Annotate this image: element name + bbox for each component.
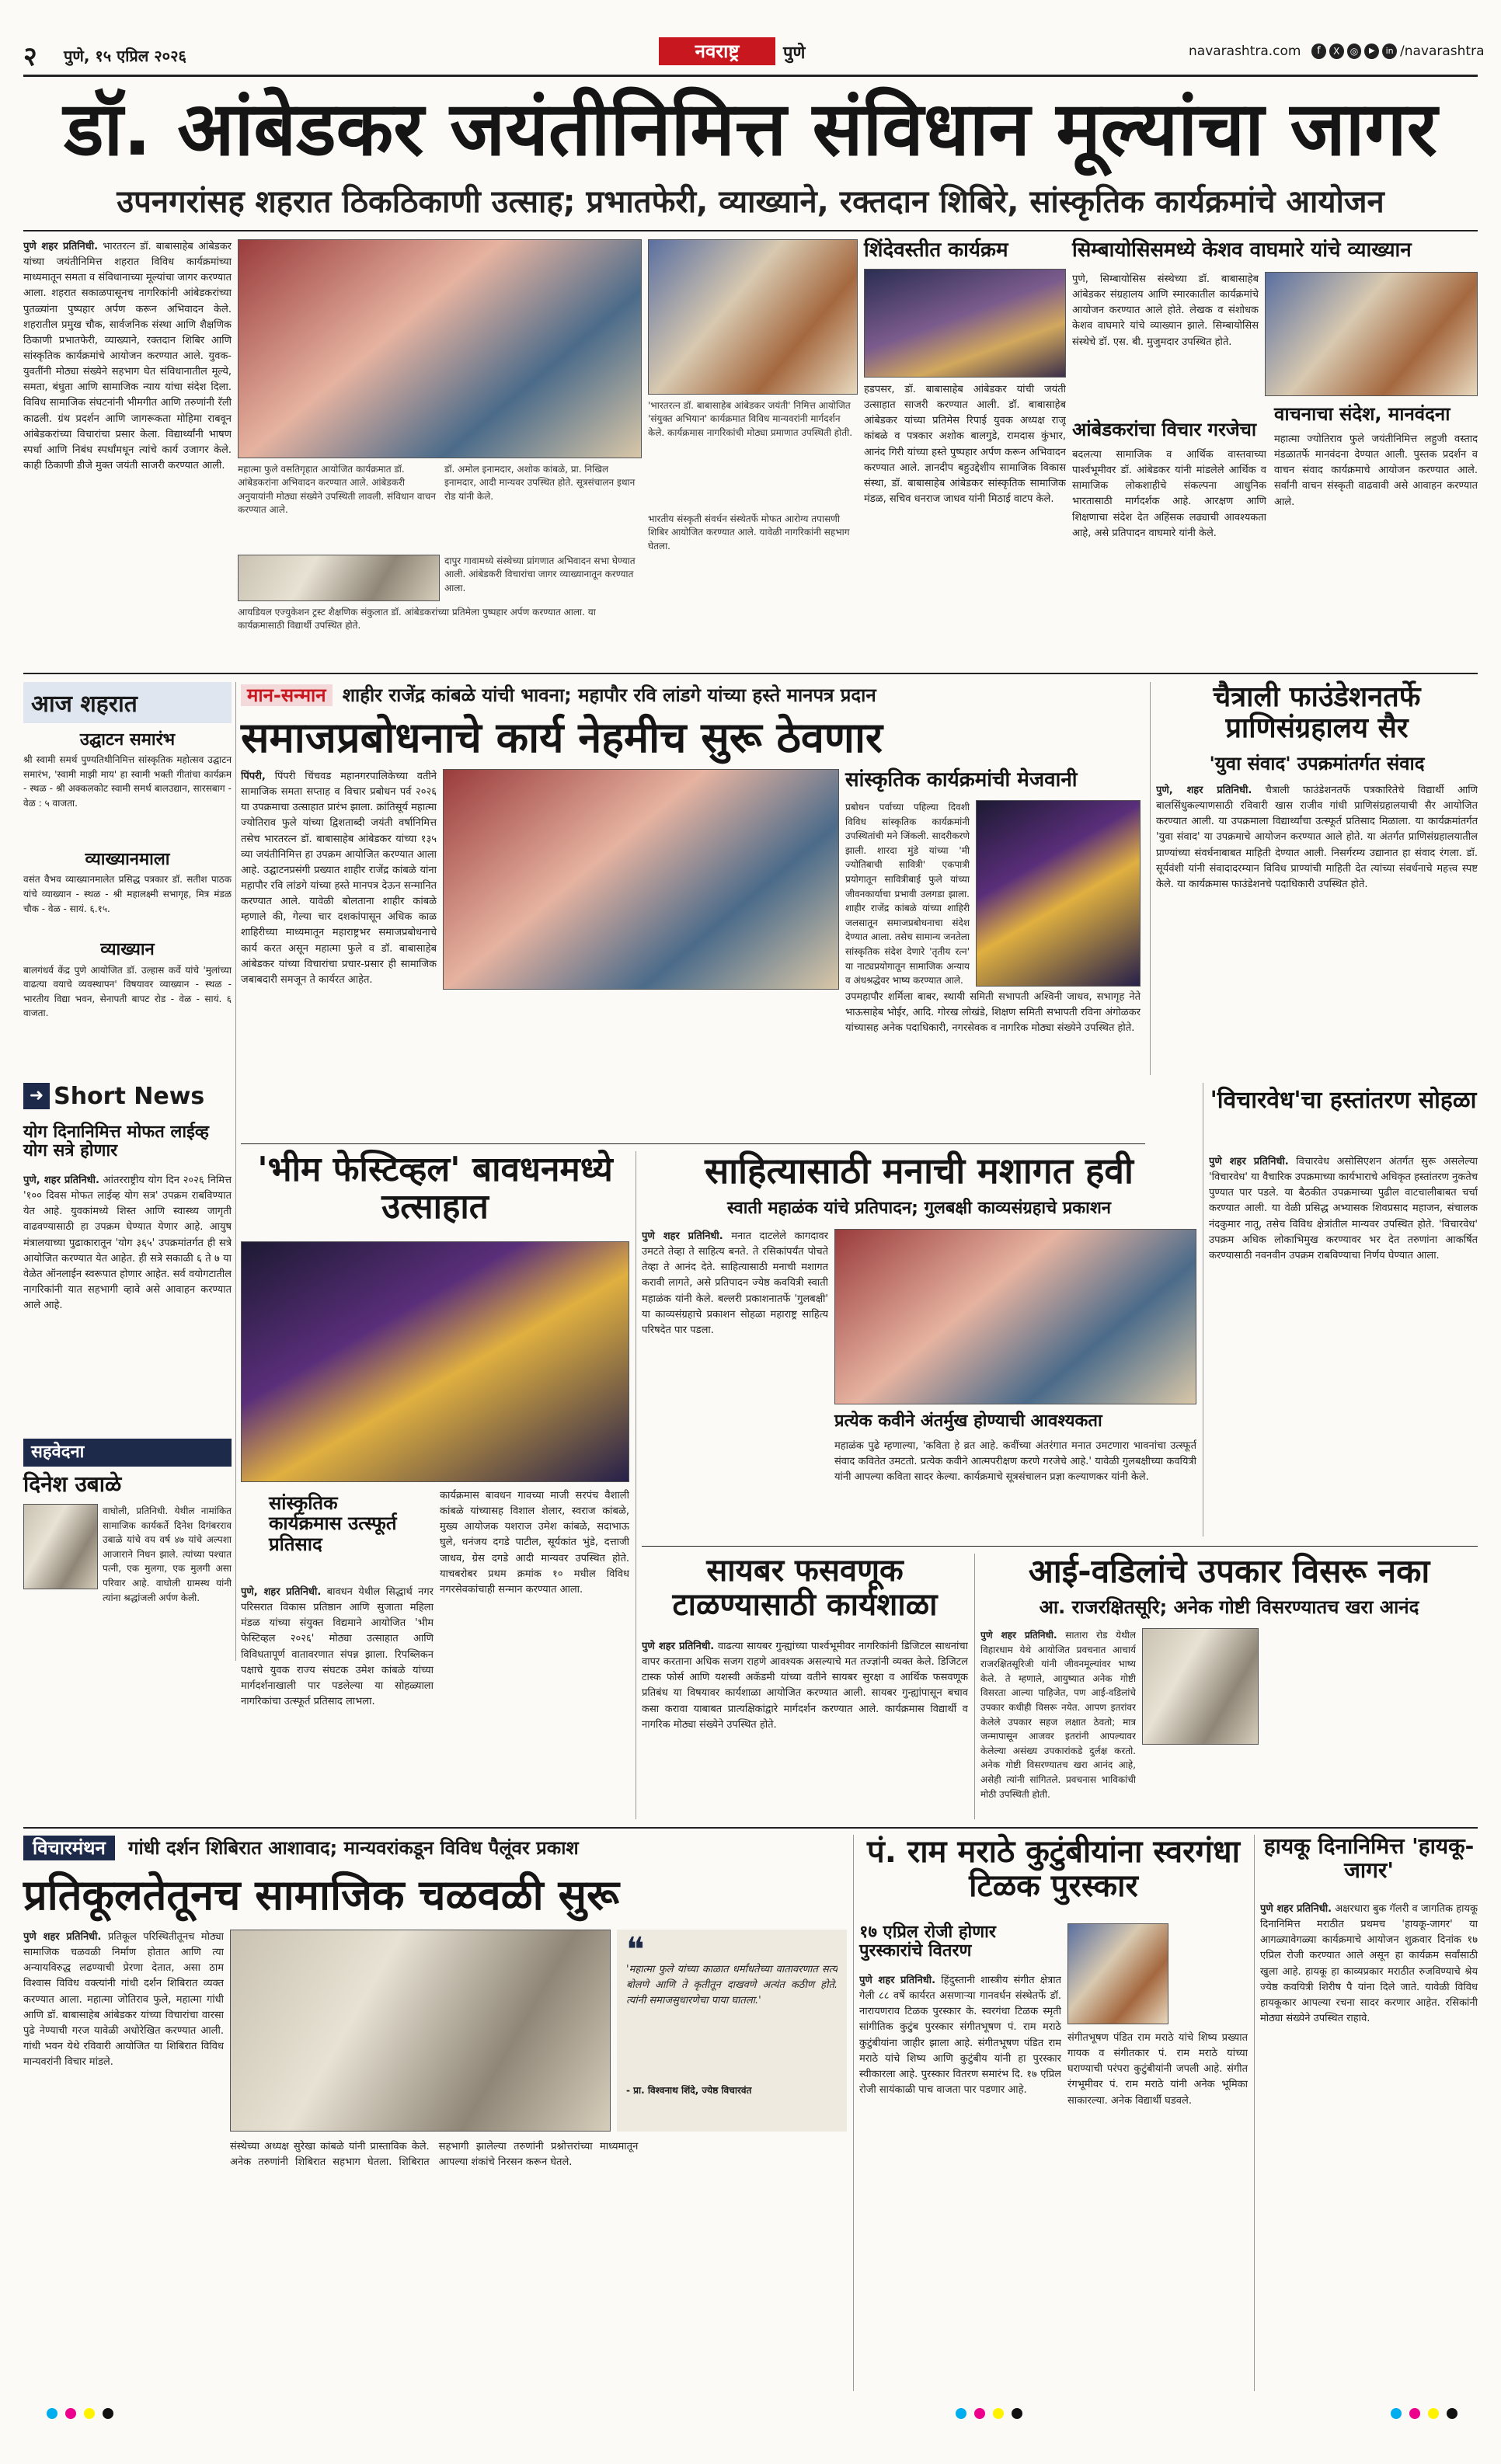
sanskrutik-title: सांस्कृतिक कार्यक्रमांची मेजवानी (845, 768, 1078, 792)
facebook-icon[interactable]: f (1311, 44, 1326, 59)
vicharmanthan-quote-by: - प्रा. विश्वनाथ शिंदे, ज्येष्ठ विचारवंत (626, 2085, 752, 2096)
kamble-body2: उपमहापौर शर्मिला बाबर, स्थायी समिती सभापती अश्विनी जाधव, सभागृह नेते भाऊसाहेब भोईर, आदि. गोरख लोखंडे, शिक्षण समिती सभापती रविना अंगोळकर यांच्यासह अनेक पदाधिकारी, नगरसेवक व नागरिक मोठ्या संख्येने उपस्थित होते. (845, 991, 1141, 1035)
sahavedana-label: सहवेदना (23, 1439, 232, 1467)
kamble-kicker: मान-सन्मान (241, 684, 333, 706)
vicharmanthan-photo (230, 1930, 611, 2132)
sahavedana-name: दिनेश उबाळे (23, 1471, 122, 1497)
chaitrali-sub: 'युवा संवाद' उपक्रमांतर्गत संवाद (1209, 753, 1425, 774)
short-news-label-wrap (23, 1083, 232, 1117)
cyber-body: वाढत्या सायबर गुन्ह्यांच्या पार्श्वभूमीवर नागरिकांनी डिजिटल साधनांचा वापर करताना अधिक सजग राहणे आवश्यक असल्याचे मत तज्ज्ञांनी व्यक्त केले. डिजिटल टास्क फोर्स आणि यशस्वी अकॅडमी यांच्या वतीने सायबर सुरक्षा व आर्थिक फसवणूक प्रतिबंध या विषयावर कार्यशाळा आयोजित करण्यात आली. सायबर गुन्ह्यांपासून बचाव कसा करावा याबाबत प्रात्यक्षिकांद्वारे मार्गदर्शन करण्यात आले. कार्यक्रमास विद्यार्थी व नागरिक मोठ्या संख्येने उपस्थित होते. (642, 1641, 968, 1731)
col-divider-haiku (1254, 1835, 1255, 2391)
short-news-title: योग दिनानिमित्त मोफत लाईव्ह योग सत्रे होणार (23, 1122, 209, 1161)
aaj-s3-body: बालगंधर्व केंद्र पुणे आयोजित डॉ. उल्हास कर्वे यांचे 'मुलांच्या वाढत्या वयाचे व्यवस्थापन' विषयावर व्याख्यान - स्थळ - भारतीय विद्या भवन, सेनापती बापट रोड - वेळ - सायं. ६ वाजता. (23, 964, 232, 1019)
header-rule (23, 75, 1478, 77)
lead-caption-1: महात्मा फुले वसतिगृहात आयोजित कार्यक्रमात डॉ. आंबेडकरांना अभिवादन करण्यात आले. आंबेडकरी अनुयायांनी मोठ्या संख्येने उपस्थिती लावली. संविधान वाचन करण्यात आले. (238, 464, 436, 516)
symbiosis-photo (1265, 272, 1478, 396)
rule-sahitya (642, 1546, 1478, 1547)
short-news-text (23, 1173, 232, 1428)
shivdesh-photo (864, 269, 1066, 378)
chaitrali-headline: चैत्राली फाउंडेशनतर्फे प्राणिसंग्रहालय सैर (1213, 681, 1421, 744)
haiku-byline: पुणे शहर प्रतिनिधी. (1260, 1903, 1332, 1915)
symbiosis-sub2: वाचनाचा संदेश, मानवंदना (1274, 403, 1451, 425)
vichar-body-wrap (1209, 1154, 1478, 1537)
sahitya-sub2: प्रत्येक कवीने अंतर्मुख होण्याची आवश्यकता (834, 1411, 1102, 1431)
aai-body: सातारा रोड येथील विहारधाम येथे आयोजित प्रवचनात आचार्य राजरक्षितसूरिजी यांनी जीवनमूल्यांवर भाष्य केले. ते म्हणाले, आयुष्यात अनेक गोष्टी विसरता आल्या पाहिजेत, पण आई-वडिलांचे उपकार कधीही विसरू नयेत. आपण इतरांवर केलेले उपकार सहज लक्षात ठेवतो; मात्र जन्मापासून आजवर इतरांनी आपल्यावर केलेल्या असंख्य उपकारांकडे दुर्लक्ष करतो. अनेक गोष्टी विसरण्यातच खरा आनंद आहे, असेही त्यांनी सांगितले. प्रवचनास भाविकांची मोठी उपस्थिती होती. (980, 1630, 1136, 1800)
brand-logo: नवराष्ट्र (659, 37, 775, 65)
kamble-kicker-line: शाहीर राजेंद्र कांबळे यांची भावना; महापौर रवि लांडगे यांच्या हस्ते मानपत्र प्रदान (342, 684, 876, 706)
kamble-byline: पिंपरी, (241, 771, 266, 782)
edition-date: पुणे, १५ एप्रिल २०२६ (64, 47, 186, 65)
lead-rule (23, 230, 1478, 231)
bhim-body: बावधन येथील सिद्धार्थ नगर परिसरात विकास प्रतिष्ठान आणि सुजाता महिला मंडळ यांच्या संयुक्त विद्यमाने आयोजित 'भीम फेस्टिव्हल २०२६' मोठ्या उत्साहात आणि विविधतापूर्ण वातावरणात संपन्न झाला. रिपब्लिकन पक्षाचे युवक राज्य संघटक उमेश कांबळे यांच्या मार्गदर्शनाखाली पार पडलेल्या या सोहळ्याला नागरिकांचा उत्स्फूर्त प्रतिसाद लाभला. (241, 1586, 434, 1707)
vicharmanthan-kicker-line: गांधी दर्शन शिबिरात आशावाद; मान्यवरांकडून विविध पैलूंवर प्रकाश (127, 1837, 579, 1859)
vicharmanthan-byline: पुणे शहर प्रतिनिधी. (23, 1931, 102, 1943)
aai-headline: आई-वडिलांचे उपकार विसरू नका (1028, 1552, 1430, 1590)
lead-caption-3: डॉ. अमोल इनामदार, अशोक कांबळे, प्रा. निखिल इनामदार, आदी मान्यवर उपस्थित होते. सूत्रसंचालन इथान रोड यांनी केले. (444, 464, 636, 502)
section-rule-2 (23, 1827, 1478, 1829)
vicharmanthan-kicker: विचारमंथन (23, 1836, 115, 1860)
maratha-photo (1067, 1923, 1168, 2024)
registration-marks-left (47, 2408, 124, 2420)
sahitya-body-wrap (642, 1229, 828, 1540)
sahitya-body: मनात दाटलेले कागदावर उमटते तेव्हा ते साहित्य बनते. ते रसिकांपर्यंत पोचते तेव्हा ते आनंद देते. साहित्यासाठी मनाची मशागत करावी लागते, असे प्रतिपादन ज्येष्ठ कवयित्री स्वाती महाळंक यांनी केले. बल्लरी प्रकाशनातर्फे 'गुलबक्षी' या काव्यसंग्रहाचे प्रकाशन सोहळा महाराष्ट्र साहित्य परिषदेत पार पडला. (642, 1230, 828, 1336)
bhim-photo (241, 1241, 629, 1482)
maratha-body2: संगीतभूषण पंडित राम मराठे यांचे शिष्य प्रख्यात गायक व संगीतकार पं. राम मराठे यांच्या घराण्याची परंपरा कुटुंबीयांनी जपली आहे. संगीत रंगभूमीवर पं. राम मराठे यांनी अनेक भूमिका साकारल्या. अनेक विद्यार्थी घडवले. (1067, 2032, 1248, 2107)
maratha-sub: १७ एप्रिल रोजी होणार पुरस्कारांचे वितरण (859, 1923, 996, 1961)
lead-photo-2 (238, 555, 440, 601)
quote-icon: ❝ (626, 1930, 645, 1970)
lead-photo-3 (648, 239, 858, 395)
vichar-byline: पुणे शहर प्रतिनिधी. (1209, 1156, 1289, 1168)
cyber-headline: सायबर फसवणूक टाळण्यासाठी कार्यशाळा (672, 1553, 938, 1623)
aaj-title: आज शहरात (23, 682, 232, 723)
sahitya-byline: पुणे शहर प्रतिनिधी. (642, 1230, 723, 1242)
sahavedana-photo (23, 1504, 98, 1589)
short-news-label: Short News (54, 1083, 205, 1110)
page-number: २ (23, 41, 37, 72)
lead-caption-6: भारतीय संस्कृती संवर्धन संस्थेतर्फे मोफत आरोग्य तपासणी शिबिर आयोजित करण्यात आले. यावेळी नागरिकांनी सहभाग घेतला. (648, 513, 850, 552)
sahitya-headline: साहित्यासाठी मनाची मशागत हवी (705, 1150, 1134, 1192)
vicharmanthan-headline: प्रतिकूलतेतूनच सामाजिक चळवळी सुरू (23, 1871, 619, 1919)
lead-headline: डॉ. आंबेडकर जयंतीनिमित्त संविधान मूल्यांचा जागर (64, 85, 1437, 172)
chaitrali-body-wrap (1156, 783, 1478, 1075)
aai-body-wrap (980, 1628, 1136, 1819)
lead-subhead: उपनगरांसह शहरात ठिकठिकाणी उत्साह; प्रभातफेरी, व्याख्याने, रक्तदान शिबिरे, सांस्कृतिक कार्यक्रमांचे आयोजन (117, 184, 1384, 220)
chaitrali-byline: पुणे, शहर प्रतिनिधी. (1156, 785, 1252, 796)
vicharmanthan-quote-box (617, 1930, 847, 2132)
aaj-s1-body: श्री स्वामी समर्थ पुण्यतिथीनिमित्त सांस्कृतिक महोत्सव उद्घाटन समारंभ, 'स्वामी माझी माय' हा स्वामी भक्ती गीतांचा कार्यक्रम - स्थळ - श्री अक्कलकोट स्वामी समर्थ बालउद्यान, सारसबाग - वेळ : ५ वाजता. (23, 754, 232, 809)
vichar-headline: 'विचारवेध'चा हस्तांतरण सोहळा (1210, 1087, 1477, 1114)
vicharmanthan-body-wrap (23, 1930, 224, 2391)
vichar-body: विचारवेध असोसिएशन अंतर्गत सुरू असलेल्या 'विचारवेध' या वैचारिक उपक्रमाच्या कार्यभाराचे अधिकृत हस्तांतरण नुकतेच पुण्यात पार पडले. या बैठकीत उपक्रमाच्या पुढील वाटचालीबाबत चर्चा करण्यात आली. या वेळी प्रसिद्ध अभ्यासक शिवप्रसाद महाजन, संचालक नंदकुमार नातू, तसेच विविध क्षेत्रांतील मान्यवर उपस्थित होते. 'विचारवेध' उपक्रम अधिक लोकाभिमुख करण्यावर भर देत तरुणांना आकर्षित करण्यासाठी नवनवीन उपक्रम राबविण्याचा निर्णय घेण्यात आला. (1209, 1156, 1478, 1262)
kamble-photo (443, 769, 839, 990)
symbiosis-title: सिम्बायोसिसमध्ये केशव वाघमारे यांचे व्याख्यान (1072, 238, 1412, 262)
vicharmanthan-kicker-row (23, 1835, 847, 1863)
sahitya-body2: महाळंक पुढे म्हणाल्या, 'कविता हे व्रत आहे. कवींच्या अंतरंगात मनात उमटणारा भावनांचा उत्स्फूर्त संवाद कवितेत उमटतो. प्रत्येक कवीने आत्मपरीक्षण करणे गरजेचे आहे.' यावेळी गुलबक्षीच्या कवयित्री यांनी आपल्या कविता सादर केल्या. कार्यक्रमाचे सूत्रसंचालन प्रज्ञा कल्याणकर यांनी केले. (834, 1440, 1196, 1484)
social-icons (1311, 44, 1397, 61)
aai-byline: पुणे शहर प्रतिनिधी. (980, 1630, 1057, 1641)
symbiosis-sub1-body: बदलत्या सामाजिक व आर्थिक वास्तवाच्या पार्श्वभूमीवर डॉ. आंबेडकर यांनी मांडलेले आर्थिक व सामाजिक लोकशाहीचे संकल्पना आधुनिक भारतासाठी मार्गदर्शक आहे. आरक्षण आणि शिक्षणाचा संदेश देत अहिंसक लढ्याची आवश्यकता आहे, असे प्रतिपादन वाघमारे यांनी केले. (1072, 449, 1266, 539)
instagram-icon[interactable]: ◎ (1347, 44, 1362, 59)
sanskrutik-photo (976, 800, 1141, 987)
sahavedana-body: वाघोली, प्रतिनिधी. येथील नामांकित सामाजिक कार्यकर्ते दिनेश दिगंबरराव उबाळे यांचे वय वर्ष ४७ यांचे अल्पशा आजाराने निधन झाले. त्यांच्या पश्चात पत्नी, एक मुलगा, एक मुलगी असा परिवार आहे. वाघोली ग्रामस्थ यांनी त्यांना श्रद्धांजली अर्पण केली. (103, 1505, 232, 1603)
vicharmanthan-body: प्रतिकूल परिस्थितीतूनच मोठ्या सामाजिक चळवळी निर्माण होतात आणि त्या अन्यायविरुद्ध लढण्याची प्रेरणा देतात, असा ठाम विश्वास विविध वक्त्यांनी गांधी दर्शन शिबिरात व्यक्त करण्यात आला. महात्मा जोतिराव फुले, महात्मा गांधी आणि डॉ. बाबासाहेब आंबेडकर यांच्या विचारांचा वारसा पुढे नेण्याची गरज यावेळी अधोरेखित करण्यात आली. गांधी भवन येथे रविवारी आयोजित या शिबिरात विविध मान्यवरांनी विचार मांडले. (23, 1931, 224, 2069)
symbiosis-sub1: आंबेडकरांचा विचार गरजेचा (1072, 419, 1257, 440)
cyber-byline: पुणे शहर प्रतिनिधी. (642, 1641, 715, 1652)
maratha-body-wrap (859, 1973, 1061, 2391)
youtube-icon[interactable]: ▶ (1364, 44, 1379, 59)
bhim-byline: पुणे, शहर प्रतिनिधी. (241, 1586, 322, 1598)
shivdesh-title: शिंदेवस्तीत कार्यक्रम (864, 238, 1008, 262)
kamble-body-wrap (241, 769, 437, 1137)
lead-story-text (23, 239, 232, 665)
masthead (23, 34, 1485, 72)
col-divider-maratha (853, 1835, 854, 2391)
short-news-body: आंतरराष्ट्रीय योग दिन २०२६ निमित्त '१०० दिवस मोफत लाईव्ह योग सत्र' उपक्रम राबविण्यात येत आहे. युवकांमध्ये शिस्त आणि स्वास्थ्य जागृती वाढवण्यासाठी हा उपक्रम घेण्यात येणार आहे. आयुष मंत्रालयाच्या पुढाकारातून 'योग ३६५' उपक्रमांतर्गत ही सत्रे आयोजित करण्यात येत आहेत. ही सत्रे सकाळी ६ ते ७ या वेळेत ऑनलाईन स्वरूपात होणार आहेत. सर्व वयोगटातील नागरिकांनी यात सहभागी व्हावे असे आवाहन करण्यात आले आहे. (23, 1175, 232, 1312)
edition-name: पुणे (783, 44, 806, 63)
bhim-body-wrap (241, 1585, 434, 1818)
lead-byline: पुणे शहर प्रतिनिधी. (23, 241, 99, 252)
maratha-byline: पुणे शहर प्रतिनिधी. (859, 1975, 936, 1986)
col-divider-chaitrali (1150, 682, 1151, 1075)
sanskrutik-body: प्रबोधन पर्वाच्या पहिल्या दिवशी विविध सांस्कृतिक कार्यक्रमांनी उपस्थितांची मने जिंकली. सादरीकरणे झाली. शारदा मुंडे यांच्या 'मी ज्योतिबाची सावित्री' एकपात्री प्रयोगातून सावित्रीबाई फुले यांच्या जीवनकार्याचा प्रभावी उलगडा झाला. शाहीर राजेंद्र कांबळे यांच्या शाहिरी जलसातून समाजप्रबोधनाचा संदेश देण्यात आला. तसेच सामान्य जनतेला सांस्कृतिक संदेश देणारे 'तृतीय रत्न' या नाट्यप्रयोगातून सामाजिक अन्याय व अंधश्रद्धेवर भाष्य करण्यात आले. (845, 802, 970, 987)
aaj-s1: उद्घाटन समारंभ (79, 730, 176, 750)
symbiosis-body: पुणे, सिम्बायोसिस संस्थेच्या डॉ. बाबासाहेब आंबेडकर संग्रहालय आणि स्मारकातील कार्यक्रमांचे आयोजन करण्यात आले होते. लेखक व संशोधक केशव वाघमारे यांचे व्याख्यान झाले. सिम्बायोसिस संस्थेचे डॉ. एस. बी. मुजुमदार उपस्थित होते. (1072, 273, 1259, 348)
aaj-shaharat-box (23, 682, 232, 1024)
haiku-body-wrap (1260, 1902, 1478, 2391)
registration-marks-mid (956, 2408, 1033, 2420)
registration-marks-right (1391, 2408, 1468, 2420)
lead-caption-4: दापुर गावामध्ये संस्थेच्या प्रांगणात अभिवादन सभा घेण्यात आली. आंबेडकरी विचारांचा जागर व्याख्यानातून करण्यात आला. (444, 555, 636, 593)
cyber-body-wrap (642, 1639, 968, 1819)
bhim-body2: कार्यक्रमास बावधन गावच्या माजी सरपंच वैशाली कांबळे यांच्यासह विशाल शेलार, स्वराज कांबळे, मुख्य आयोजक यशराज उमेश कांबळे, सदाभाऊ घुले, धनंजय दगडे पाटील, सूर्यकांत भुंडे, दत्ताजी जाधव, ग्रेस दगडे आदी मान्यवर उपस्थित होते. याचबरोबर प्रथम क्रमांक १० मधील विविध नगरसेवकांचाही सन्मान करण्यात आला. (440, 1490, 629, 1596)
aaj-s2-body: वसंत वैभव व्याख्यानमालेत प्रसिद्ध पत्रकार डॉ. सतीश पाठक यांचे व्याख्यान - स्थळ - श्री महालक्ष्मी सभागृह, मित्र मंडळ चौक - वेळ - सायं. ६.१५. (23, 874, 232, 914)
col-divider-aai (974, 1554, 975, 1819)
sahitya-sub: स्वाती महाळंक यांचे प्रतिपादन; गुलबक्षी काव्यसंग्रहाचे प्रकाशन (726, 1199, 1112, 1218)
rule-kamble (241, 1143, 1145, 1144)
symbiosis-sub2-body: महात्मा ज्योतिराव फुले जयंतीनिमित्त लहुजी वस्ताद मंडळातर्फे मानवंदना देण्यात आली. पुस्तक प्रदर्शन व वाचन संवाद कार्यक्रमाचे आयोजन करण्यात आले. सर्वांनी वाचन संस्कृती वाढवावी असे आवाहन करण्यात आले. (1274, 433, 1478, 508)
linkedin-icon[interactable]: in (1382, 44, 1397, 59)
haiku-body: अक्षरधारा बुक गॅलरी व जागतिक हायकू दिनानिमित्त मराठीत प्रथमच 'हायकू-जागर' या आगळ्यावेगळ्या कार्यक्रमाचे आयोजन शुक्रवार दिनांक १७ एप्रिल रोजी करण्यात आले असून हा कार्यक्रम सर्वांसाठी खुला आहे. हायकू हा काव्यप्रकार मराठीत रुजविण्याचे श्रेय ज्येष्ठ कवयित्री शिरीष पै यांना दिले जाते. यावेळी विविध हायकूकार आपल्या रचना सादर करणार आहेत. रसिकांनी मोठ्या संख्येने उपस्थित राहावे. (1260, 1903, 1478, 2024)
sahitya-photo (834, 1229, 1196, 1404)
kamble-kicker-row (241, 682, 1145, 710)
lead-caption-2: आयडियल एज्युकेशन ट्रस्ट शैक्षणिक संकुलात डॉ. आंबेडकरांच्या प्रतिमेला पुष्पहार अर्पण करण्यात आला. या कार्यक्रमासाठी विद्यार्थी उपस्थित होते. (238, 607, 596, 632)
social-handle[interactable]: /navarashtra (1400, 44, 1485, 59)
haiku-headline: हायकू दिनानिमित्त 'हायकू-जागर' (1263, 1833, 1475, 1883)
arrow-icon: ➜ (23, 1083, 50, 1109)
lead-caption-5: 'भारतरत्न डॉ. बाबासाहेब आंबेडकर जयंती' निमित्त आयोजित 'संयुक्त अभियान' कार्यक्रमात विविध मान्यवरांनी मार्गदर्शन केले. कार्यक्रमास नागरिकांची मोठ्या प्रमाणात उपस्थिती होती. (648, 400, 853, 438)
website[interactable]: navarashtra.com (1189, 44, 1301, 59)
section-rule-1 (23, 673, 1478, 674)
vicharmanthan-body2: संस्थेच्या अध्यक्ष सुरेखा कांबळे यांनी प्रास्ताविक केले. अनेक तरुणांनी शिबिरात सहभाग घेतला. शिबिरात सहभागी झालेल्या तरुणांनी प्रश्नोत्तरांच्या माध्यमातून आपल्या शंकांचे निरसन करून घेतले. (230, 2141, 639, 2169)
bhim-sub: सांस्कृतिक कार्यक्रमास उत्स्फूर्त प्रतिसाद (269, 1492, 397, 1555)
chaitrali-body: चैत्राली फाउंडेशनतर्फे पत्रकारितेचे विद्यार्थी आणि बालसिंधुकल्याणसाठी रविवारी खास राजीव गांधी प्राणिसंग्रहालयाची सैर आयोजित करण्यात आली. या उपक्रमाला विद्यार्थ्यांचा उत्स्फूर्त प्रतिसाद मिळाला. या कार्यक्रमांतर्गत 'युवा संवाद' या उपक्रमाचे आयोजन करण्यात आले होते. या अंतर्गत प्राणिसंग्रहालयातील प्राण्यांच्या संवर्धनाबाबत माहिती देण्यात आली. निसर्गरम्य उद्यानात हा संवाद रंगला. डॉ. सूर्यवंशी यांनी संवादादरम्यान विविध प्राण्यांची माहिती देत त्यांच्या संवर्धनाचे महत्त्व स्पष्ट केले. या कार्यक्रमास फाउंडेशनचे पदाधिकारी उपस्थित होते. (1156, 785, 1478, 890)
aai-photo (1142, 1628, 1259, 1745)
x-icon[interactable]: X (1329, 44, 1344, 59)
kamble-headline: समाजप्रबोधनाचे कार्य नेहमीच सुरू ठेवणार (241, 713, 883, 762)
aaj-s2: व्याख्यानमाला (85, 850, 170, 870)
aaj-s3: व्याख्यान (100, 940, 155, 960)
col-divider-left (235, 682, 236, 1661)
maratha-headline: पं. राम मराठे कुटुंबीयांना स्वरगंधा टिळक पुरस्कार (867, 1834, 1240, 1904)
lead-photo-main (238, 239, 642, 458)
vicharmanthan-quote: 'महात्मा फुले यांच्या काळात धर्मांधतेच्या वातावरणात सत्य बोलणे आणि ते कृतीतून दाखवणे अत्यंत कठीण होते. त्यांनी समाजसुधारणेचा पाया घातला.' (626, 1964, 838, 2007)
maratha-body: हिंदुस्तानी शास्त्रीय संगीत क्षेत्रात गेली ८८ वर्षे कार्यरत असणाऱ्या गानवर्धन संस्थेतर्फे डॉ. नारायणराव टिळक पुरस्कार के. स्वरगंधा टिळक स्मृती सांगीतिक कुटुंब पुरस्कार संगीतभूषण पं. राम मराठे कुटुंबीयांना जाहीर झाला आहे. संगीतभूषण पंडित राम मराठे यांचे शिष्य आणि कुटुंबीय यांनी हा पुरस्कार स्वीकारला आहे. पुरस्कार वितरण समारंभ दि. १७ एप्रिल रोजी सायंकाळी पाच वाजता पार पडणार आहे. (859, 1975, 1061, 2096)
aai-sub: आ. राजरक्षितसूरि; अनेक गोष्टी विसरण्यातच खरा आनंद (1039, 1596, 1419, 1618)
kamble-body: पिंपरी चिंचवड महानगरपालिकेच्या वतीने सामाजिक समता सप्ताह व विचार प्रबोधन पर्व २०२६ या उपक्रमाचा उत्साहात प्रारंभ झाला. क्रांतिसूर्य महात्मा ज्योतिराव फुले यांच्या द्विशताब्दी जयंती वर्षानिमित्त तसेच भारतरत्न डॉ. बाबासाहेब आंबेडकर यांच्या १३५ व्या जयंतीनिमित्त हा उपक्रम आयोजित करण्यात आला आहे. उद्घाटनप्रसंगी प्रख्यात शाहीर राजेंद्र कांबळे यांना महापौर रवि लांडगे यांच्या हस्ते मानपत्र देऊन सन्मानित करण्यात आले. यावेळी बोलताना शाहीर कांबळे म्हणाले की, गेल्या चार दशकांपासून अधिक काळ शाहिरीच्या माध्यमातून महाराष्ट्रभर समाजप्रबोधनाचे कार्य करत असून महात्मा फुले व डॉ. बाबासाहेब आंबेडकर यांच्या विचारांचा प्रचार-प्रसार ही सामाजिक जबाबदारी समजून ते कार्यरत आहेत. (241, 771, 437, 986)
shivdesh-body: हडपसर, डॉ. बाबासाहेब आंबेडकर यांची जयंती उत्साहात साजरी करण्यात आली. डॉ. बाबासाहेब आंबेडकर यांच्या प्रतिमेस रिपाई युवक अध्यक्ष राजू कांबळे व पत्रकार अशोक बालगुडे, रामदास कुंभार, आनंद गिरी यांच्या हस्ते पुष्पहार अर्पण करून अभिवादन करण्यात आले. ज्ञानदीप बहुउद्देशीय सामाजिक विकास संस्था, डॉ. बाबासाहेब आंबेडकर सांस्कृतिक सामाजिक मंडळ, सचिव धनराज जाधव यांनी मिठाई वाटप केले. (864, 384, 1066, 505)
short-news-byline: पुणे, शहर प्रतिनिधी. (23, 1175, 99, 1186)
bhim-headline: 'भीम फेस्टिव्हल' बावधनमध्ये उत्साहात (257, 1150, 613, 1227)
lead-body: भारतरत्न डॉ. बाबासाहेब आंबेडकर यांच्या जयंतीनिमित्त शहरात विविध कार्यक्रमांच्या माध्यमातून समता व संविधानाच्या मूल्यांचा जागर करण्यात आला. शहरात सकाळपासूनच नागरिकांनी आंबेडकरांच्या पुतळ्यांना पुष्पहार अर्पण करून अभिवादन केले. शहरातील प्रमुख चौक, सार्वजनिक संस्था आणि शैक्षणिक ठिकाणी प्रभातफेरी, व्याख्याने, रक्तदान शिबिर आणि सांस्कृतिक कार्यक्रमांचे आयोजन करण्यात आले. युवक-युवतींनी मोठ्या संख्येने सहभाग घेत संविधानातील मूल्ये, समता, बंधुता आणि सामाजिक न्याय यांचा संदेश दिला. विविध सामाजिक संघटनांनी भीमगीत आणि तरुणांनी रॅली काढली. ग्रंथ प्रदर्शन आणि जागरूकता मोहिमा राबवून आंबेडकरांच्या विचारांचा प्रसार केला. विद्यार्थ्यांनी भाषण स्पर्धा आणि निबंध स्पर्धांमधून त्यांचे कार्य उजागर केले. काही ठिकाणी डीजे मुक्त जयंती साजरी करण्यात आली. (23, 241, 232, 472)
